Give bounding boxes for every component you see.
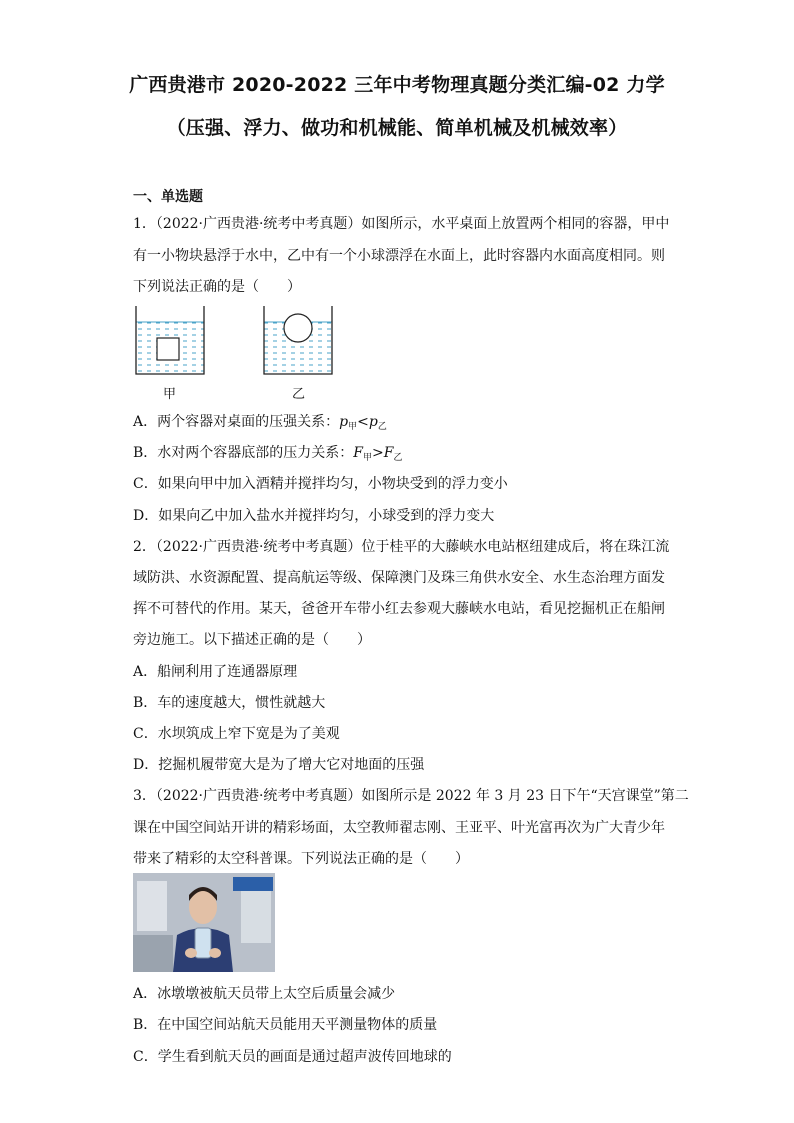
doc-title-line1: 广西贵港市 2020-2022 三年中考物理真题分类汇编-02 力学 (129, 74, 665, 96)
small-block (157, 338, 179, 360)
space-class-photo (133, 873, 275, 972)
figure-label-jia: 甲 (163, 387, 177, 402)
floating-ball (284, 314, 312, 342)
symbol-f: F (383, 445, 394, 461)
symbol-p: p (368, 414, 378, 430)
q2-option-d: D．挖掘机履带宽大是为了增大它对地面的压强 (133, 757, 425, 773)
q3-stem-line2: 课在中国空间站开讲的精彩场面，太空教师翟志刚、王亚平、叶光富再次为广大青少年 (133, 820, 665, 836)
relation-sign: > (372, 445, 384, 461)
symbol-p: p (339, 414, 349, 430)
q1-stem-line2: 有一小物块悬浮于水中，乙中有一个小球漂浮在水面上，此时容器内水面高度相同。则 (133, 248, 665, 264)
subscript-yi: 乙 (393, 453, 403, 463)
astronaut-photo-illustration (133, 873, 275, 972)
q1-option-b-text: B．水对两个容器底部的压力关系： (133, 445, 354, 461)
q1-stem-line3: 下列说法正确的是（ ） (133, 279, 301, 295)
figure-label-yi: 乙 (292, 387, 306, 402)
container-jia (136, 306, 204, 374)
q1-figure (128, 302, 338, 382)
q3-option-c: C．学生看到航天员的画面是通过超声波传回地球的 (133, 1049, 452, 1065)
q3-stem-line1: 3．（2022·广西贵港·统考中考真题）如图所示是 2022 年 3 月 23 日下午“天宫课堂”第二 (133, 788, 689, 804)
q1-option-a-text: A．两个容器对桌面的压强关系： (133, 414, 340, 430)
doc-title-line2: （压强、浮力、做功和机械能、简单机械及机械效率） (166, 117, 628, 139)
q2-stem-line4: 旁边施工。以下描述正确的是（ ） (133, 632, 371, 648)
q2-option-b: B．车的速度越大，惯性就越大 (133, 695, 326, 711)
q1-option-a (133, 411, 387, 432)
subscript-jia: 甲 (348, 422, 358, 432)
q2-option-a: A．船闸利用了连通器原理 (133, 664, 298, 680)
q2-option-c: C．水坝筑成上窄下宽是为了美观 (133, 726, 340, 742)
subscript-jia: 甲 (363, 453, 373, 463)
q2-stem-line2: 域防洪、水资源配置、提高航运等级、保障澳门及珠三角供水安全、水生态治理方面发 (133, 570, 665, 586)
q2-stem-line1: 2．（2022·广西贵港·统考中考真题）位于桂平的大藤峡水电站枢纽建成后，将在珠江流 (133, 539, 670, 555)
symbol-f: F (353, 445, 364, 461)
section-heading: 一、单选题 (133, 189, 203, 205)
container-yi (264, 306, 332, 374)
q3-option-b: B．在中国空间站航天员能用天平测量物体的质量 (133, 1017, 438, 1033)
q1-option-b (133, 442, 403, 463)
q1-option-d: D．如果向乙中加入盐水并搅拌均匀，小球受到的浮力变大 (133, 508, 495, 524)
q1-option-c: C．如果向甲中加入酒精并搅拌均匀，小物块受到的浮力变小 (133, 476, 508, 492)
q2-stem-line3: 挥不可替代的作用。某天，爸爸开车带小红去参观大藤峡水电站，看见挖掘机正在船闸 (133, 601, 665, 617)
relation-sign: < (357, 414, 369, 430)
q3-stem-line3: 带来了精彩的太空科普课。下列说法正确的是（ ） (133, 851, 469, 867)
q1-stem-line1: 1．（2022·广西贵港·统考中考真题）如图所示，水平桌面上放置两个相同的容器，甲中 (133, 216, 670, 232)
q3-option-a: A．冰墩墩被航天员带上太空后质量会减少 (133, 986, 396, 1002)
subscript-yi: 乙 (377, 422, 387, 432)
